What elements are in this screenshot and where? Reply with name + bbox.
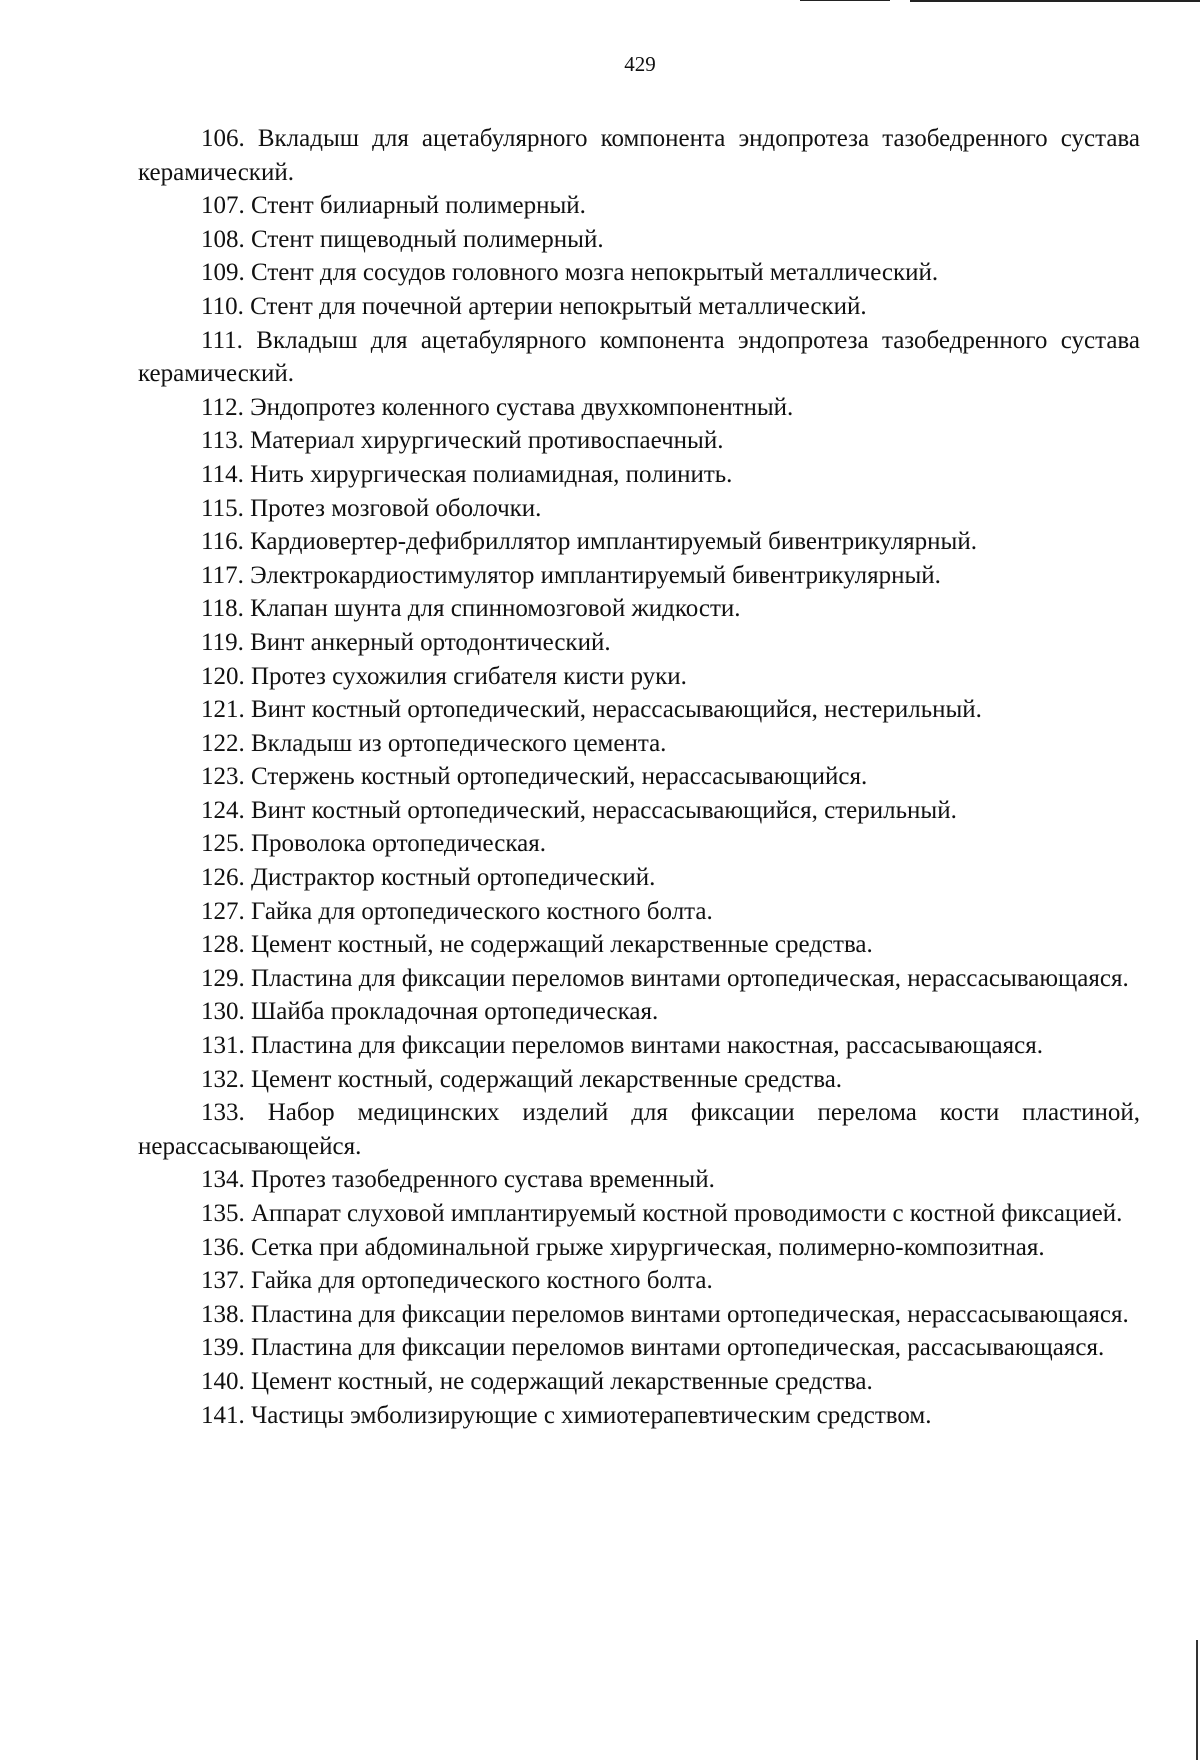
list-item [138, 559, 1140, 593]
item-text: Цемент костный, не содержащий лекарственные средства. [251, 931, 873, 959]
item-text: Вкладыш для ацетабулярного компонента эндопротеза тазобедренного сустава керамический. [138, 125, 1141, 186]
item-text: Клапан шунта для спинномозговой жидкости. [250, 595, 741, 623]
list-item [138, 592, 1140, 626]
item-number: 119. [201, 628, 244, 656]
item-number: 124. [201, 796, 245, 824]
item-number: 141. [201, 1401, 245, 1429]
item-number: 126. [201, 864, 245, 892]
list-item [138, 1029, 1140, 1063]
item-text: Аппарат слуховой имплантируемый костной проводимости с костной фиксацией. [251, 1200, 1123, 1227]
item-text: Гайка для ортопедического костного болта. [251, 1267, 713, 1295]
list-item [138, 492, 1140, 526]
item-text: Проволока ортопедическая. [251, 830, 546, 858]
item-number: 117. [201, 561, 244, 589]
item-number: 108. [201, 225, 245, 253]
list-item [138, 928, 1140, 962]
item-number: 118. [201, 595, 244, 623]
item-text: Винт костный ортопедический, нерассасывающийся, стерильный. [251, 796, 957, 824]
item-text: Электрокардиостимулятор имплантируемый бивентрикулярный. [250, 561, 941, 589]
list-item [138, 1197, 1140, 1231]
item-number: 123. [201, 763, 245, 791]
numbered-list [138, 122, 1140, 1432]
item-text: Протез мозговой оболочки. [250, 494, 542, 522]
item-number: 137. [201, 1267, 245, 1295]
scan-edge-right [1196, 1640, 1198, 1760]
list-item [138, 1096, 1140, 1163]
item-number: 113. [201, 427, 244, 455]
item-text: Материал хирургический противоспаечный. [250, 427, 724, 455]
item-number: 139. [201, 1334, 245, 1362]
list-item [138, 760, 1140, 794]
list-item [138, 861, 1140, 895]
scan-edge-top-left [800, 0, 890, 1]
item-text: Эндопротез коленного сустава двухкомпонентный. [250, 393, 794, 421]
list-item [138, 1298, 1140, 1332]
item-text: Частицы эмболизирующие с химиотерапевтическим средством. [251, 1401, 932, 1429]
list-item [138, 995, 1140, 1029]
item-text: Цемент костный, содержащий лекарственные средства. [251, 1065, 843, 1093]
item-number: 120. [201, 662, 245, 690]
item-text: Гайка для ортопедического костного болта. [251, 897, 713, 925]
list-item [138, 660, 1140, 694]
item-number: 122. [201, 729, 245, 757]
item-number: 138. [201, 1300, 245, 1328]
item-text: Набор медицинских изделий для фиксации перелома кости пластиной, нерассасывающейся. [138, 1099, 1141, 1160]
item-number: 134. [201, 1166, 245, 1194]
item-text: Стент пищеводный полимерный. [251, 225, 604, 253]
item-text: Сетка при абдоминальной грыже хирургическая, полимерно-композитная. [251, 1233, 1045, 1261]
list-item [138, 693, 1140, 727]
list-item [138, 424, 1140, 458]
item-text: Кардиовертер-дефибриллятор имплантируемый бивентрикулярный. [250, 528, 977, 556]
item-number: 140. [201, 1367, 245, 1395]
list-item [138, 1365, 1140, 1399]
item-number: 135. [201, 1200, 245, 1227]
list-item [138, 122, 1140, 189]
item-number: 130. [201, 998, 245, 1026]
list-item [138, 1399, 1140, 1433]
list-item [138, 1331, 1140, 1365]
list-item [138, 458, 1140, 492]
item-text: Стент для сосудов головного мозга непокрытый металлический. [251, 259, 939, 287]
item-number: 109. [201, 259, 245, 287]
list-item [138, 794, 1140, 828]
item-text: Пластина для фиксации переломов винтами ортопедическая, рассасывающаяся. [251, 1334, 1105, 1362]
list-item [138, 189, 1140, 223]
item-text: Стент для почечной артерии непокрытый металлический. [250, 292, 867, 320]
list-item [138, 1163, 1140, 1197]
list-item [138, 391, 1140, 425]
list-item [138, 256, 1140, 290]
item-number: 129. [201, 964, 245, 992]
item-text: Пластина для фиксации переломов винтами накостная, рассасывающаяся. [251, 1032, 1043, 1060]
item-text: Пластина для фиксации переломов винтами ортопедическая, нерассасывающаяся. [251, 1300, 1129, 1328]
item-text: Винт костный ортопедический, нерассасывающийся, нестерильный. [251, 696, 982, 724]
item-text: Шайба прокладочная ортопедическая. [251, 998, 659, 1026]
list-item [138, 525, 1140, 559]
item-text: Вкладыш из ортопедического цемента. [251, 729, 667, 757]
item-number: 127. [201, 897, 245, 925]
item-number: 136. [201, 1233, 245, 1261]
item-number: 115. [201, 494, 244, 522]
list-item [138, 827, 1140, 861]
item-number: 107. [201, 192, 245, 220]
item-number: 110. [201, 292, 244, 320]
item-text: Протез тазобедренного сустава временный. [251, 1166, 715, 1194]
item-number: 133. [201, 1099, 245, 1127]
list-item [138, 1264, 1140, 1298]
list-item [138, 1231, 1140, 1265]
list-item [138, 626, 1140, 660]
list-item [138, 1063, 1140, 1097]
item-number: 131. [201, 1032, 245, 1060]
list-item [138, 223, 1140, 257]
item-text: Протез сухожилия сгибателя кисти руки. [251, 662, 687, 690]
item-text: Цемент костный, не содержащий лекарственные средства. [251, 1367, 873, 1395]
item-text: Винт анкерный ортодонтический. [250, 628, 611, 656]
item-text: Стент билиарный полимерный. [251, 192, 586, 220]
item-number: 125. [201, 830, 245, 858]
item-text: Стержень костный ортопедический, нерассасывающийся. [251, 763, 868, 791]
item-number: 121. [201, 696, 245, 724]
item-text: Пластина для фиксации переломов винтами ортопедическая, нерассасывающаяся. [251, 964, 1129, 992]
item-number: 106. [201, 125, 245, 152]
item-text: Вкладыш для ацетабулярного компонента эндопротеза тазобедренного сустава керамический. [138, 326, 1141, 388]
item-number: 114. [201, 460, 244, 488]
item-text: Нить хирургическая полиамидная, полинить. [250, 460, 733, 488]
list-item [138, 962, 1140, 996]
list-item [138, 895, 1140, 929]
scan-edge-top [910, 0, 1200, 2]
item-number: 112. [201, 393, 244, 421]
item-number: 116. [201, 528, 244, 556]
list-item [138, 324, 1140, 391]
page-number: 429 [624, 52, 656, 76]
item-number: 111. [201, 326, 243, 354]
item-number: 128. [201, 931, 245, 959]
item-text: Дистрактор костный ортопедический. [251, 864, 656, 892]
item-number: 132. [201, 1065, 245, 1093]
list-item [138, 290, 1140, 324]
list-item [138, 727, 1140, 761]
